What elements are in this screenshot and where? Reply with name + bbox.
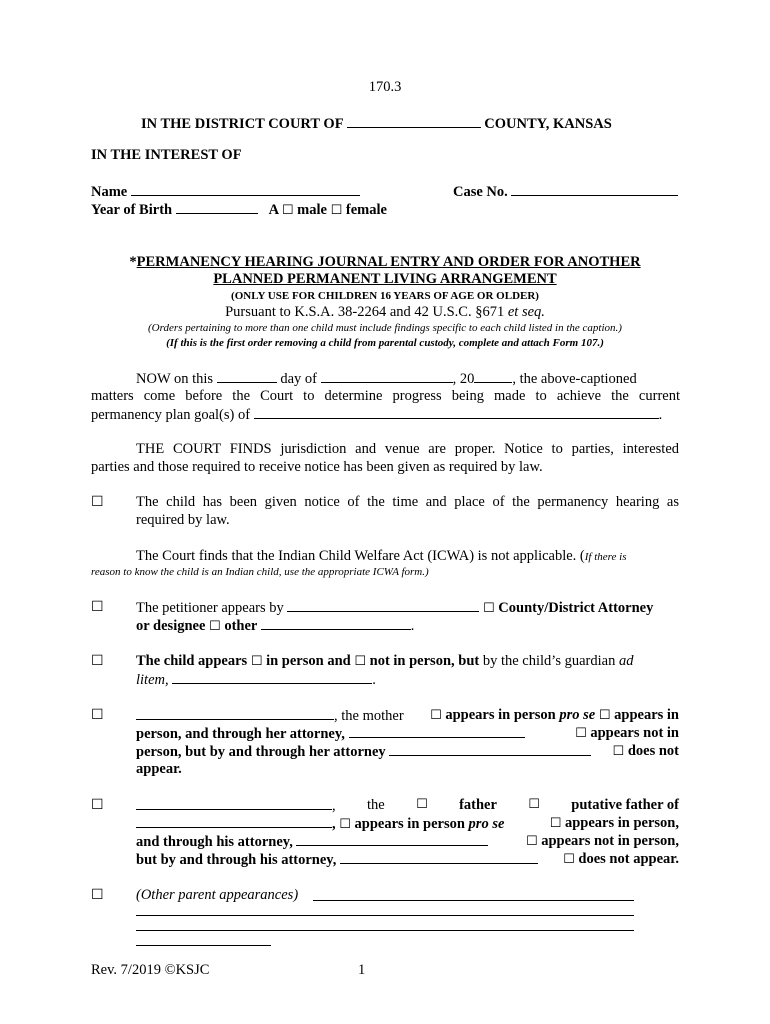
year-field[interactable] xyxy=(474,370,512,383)
appears-not-in-person-text: appears not in person, xyxy=(541,833,679,849)
through-his-text: and through his attorney, xyxy=(136,834,293,850)
other-checkbox[interactable]: ☐ xyxy=(209,619,221,634)
finds-line2: parties and those required to receive notice has been given as required by law. xyxy=(91,459,543,475)
father-does-not-appear-checkbox[interactable]: ☐ xyxy=(563,852,575,867)
father-line1: , the ☐ father ☐ putative father of xyxy=(136,797,679,815)
name-label: Name xyxy=(91,184,128,200)
petitioner-field[interactable] xyxy=(287,599,479,612)
female-checkbox[interactable]: ☐ xyxy=(330,203,343,218)
now-line xyxy=(136,370,637,388)
yob-label: Year of Birth xyxy=(91,202,173,218)
ad-text: ad xyxy=(618,653,634,669)
mother-line1 xyxy=(136,707,679,725)
court-caption xyxy=(141,115,612,133)
court-prefix: IN THE DISTRICT COURT OF xyxy=(141,116,344,132)
male-label: male xyxy=(297,202,327,218)
name-field[interactable] xyxy=(131,183,360,196)
child-line2: litem, . xyxy=(136,672,376,688)
gal-field[interactable] xyxy=(172,671,372,684)
title-asterisk: * xyxy=(129,254,137,270)
father-name-field[interactable] xyxy=(136,797,332,810)
pro-se-2-text: pro se xyxy=(468,816,505,832)
title-line3: (ONLY USE FOR CHILDREN 16 YEARS OF AGE OR OLDER) xyxy=(231,290,539,302)
mother-line4: appear. xyxy=(136,761,182,777)
father-line3 xyxy=(136,833,679,851)
year-prefix: , 20 xyxy=(452,371,475,387)
note-first-order: (If this is the first order removing a child from parental custody, complete and attach Form 107.) xyxy=(166,337,604,349)
male-checkbox[interactable]: ☐ xyxy=(281,203,294,218)
but-her-text: person, but by and through her attorney xyxy=(136,744,386,760)
other-parent-field-3[interactable] xyxy=(136,930,634,931)
case-number-field[interactable] xyxy=(511,183,678,196)
et-seq: et seq. xyxy=(507,304,545,320)
title-text-1: PERMANENCY HEARING JOURNAL ENTRY AND ORDER FOR ANOTHER xyxy=(136,254,641,270)
mother-through-attorney-checkbox[interactable]: ☐ xyxy=(598,708,611,723)
putative-father-checkbox[interactable]: ☐ xyxy=(528,797,540,812)
putative-father-text: putative father of xyxy=(571,797,679,813)
in-person-and-text: in person and xyxy=(266,653,351,669)
mother-line3 xyxy=(136,743,679,761)
child-name-field[interactable] xyxy=(136,815,332,828)
but-his-text: but by and through his attorney, xyxy=(136,852,337,868)
through-her-text: person, and through her attorney, xyxy=(136,726,345,742)
finds-line1: THE COURT FINDS jurisdiction and venue are proper. Notice to parties, interested xyxy=(136,441,679,457)
pursuant-line xyxy=(0,304,770,321)
form-number: 170.3 xyxy=(368,79,402,95)
does-not-appear-text: does not appear. xyxy=(578,851,679,867)
county-attorney-checkbox[interactable]: ☐ xyxy=(483,601,495,616)
other-parent-checkbox[interactable]: ☐ xyxy=(91,887,104,903)
child-checkbox[interactable]: ☐ xyxy=(91,653,104,669)
petitioner-checkbox[interactable]: ☐ xyxy=(91,599,104,615)
child-appears-text: The child appears xyxy=(136,653,248,669)
icwa-text: The Court finds that the Indian Child Welfare Act (ICWA) is not applicable. ( xyxy=(136,548,585,564)
month-field[interactable] xyxy=(321,370,453,383)
other-parent-field-1[interactable] xyxy=(313,900,634,901)
father-type-checkbox[interactable]: ☐ xyxy=(416,797,428,812)
yob-row xyxy=(91,201,387,219)
interest-of: IN THE INTEREST OF xyxy=(91,147,242,163)
petitioner-line1 xyxy=(136,599,653,617)
the-text: the xyxy=(366,797,385,813)
icwa-line1 xyxy=(136,548,627,565)
other-parent-field-2[interactable] xyxy=(136,915,634,916)
not-in-person-text: not in person, but xyxy=(369,653,480,669)
appears-in-person-3-text: appears in person, xyxy=(564,815,679,831)
petitioner-line2: or designee ☐ other . xyxy=(136,618,415,634)
a-label: A xyxy=(268,202,279,218)
appears-in-person-text: appears in person xyxy=(445,707,556,723)
title-line1 xyxy=(0,254,770,271)
day-of-text: day of xyxy=(280,371,317,387)
the-mother-text: , the mother xyxy=(334,708,404,724)
father-checkbox[interactable]: ☐ xyxy=(91,797,104,813)
mother-attorney-field[interactable] xyxy=(349,725,525,738)
mother-line2 xyxy=(136,725,679,743)
name-row xyxy=(91,183,360,201)
notice-checkbox[interactable]: ☐ xyxy=(91,494,104,510)
case-label: Case No. xyxy=(453,184,508,200)
above-text: , the above-captioned xyxy=(512,371,637,387)
child-not-in-person-checkbox[interactable]: ☐ xyxy=(354,654,366,669)
mother-attorney-field-2[interactable] xyxy=(389,743,591,756)
mother-name-field[interactable] xyxy=(136,707,334,720)
other-label: other xyxy=(224,618,258,634)
pursuant-text: Pursuant to K.S.A. 38-2264 and 42 U.S.C. §671 xyxy=(225,304,505,320)
appears-in-text: appears in xyxy=(614,707,679,723)
title-line2: PLANNED PERMANENT LIVING ARRANGEMENT xyxy=(213,271,557,287)
day-field[interactable] xyxy=(217,370,277,383)
child-in-person-checkbox[interactable]: ☐ xyxy=(250,654,263,669)
litem-text: litem, xyxy=(136,672,169,688)
other-parent-field-4[interactable] xyxy=(136,945,271,946)
child-line1 xyxy=(136,653,633,670)
other-parent-label: (Other parent appearances) xyxy=(136,887,299,903)
now-text: NOW on this xyxy=(136,371,214,387)
yob-field[interactable] xyxy=(176,201,258,214)
father-not-in-person-checkbox[interactable]: ☐ xyxy=(525,834,538,849)
note-orders: (Orders pertaining to more than one child must include findings specific to each child listed in the caption.) xyxy=(148,322,622,334)
female-label: female xyxy=(345,202,387,218)
page-number: 1 xyxy=(358,962,366,978)
plan-goal-text: permanency plan goal(s) of xyxy=(91,407,251,423)
father-attorney-field-2[interactable] xyxy=(340,851,538,864)
revision-label: Rev. 7/2019 ©KSJC xyxy=(91,962,210,978)
father-attorney-field[interactable] xyxy=(296,833,488,846)
father-through-attorney-checkbox[interactable]: ☐ xyxy=(549,816,562,831)
county-attorney-label: County/District Attorney xyxy=(498,600,654,616)
court-suffix: COUNTY, KANSAS xyxy=(484,116,612,132)
appears-in-person-2-text: appears in person xyxy=(354,816,465,832)
appears-not-in-text: appears not in xyxy=(590,725,679,741)
father-text: father xyxy=(459,797,497,813)
mother-checkbox[interactable]: ☐ xyxy=(91,707,104,723)
father-line4 xyxy=(136,851,679,869)
mother-not-in-person-checkbox[interactable]: ☐ xyxy=(575,726,587,741)
notice-line1: The child has been given notice of the time and place of the permanency hearing as xyxy=(136,494,679,510)
plan-goal-line: permanency plan goal(s) of . xyxy=(91,407,663,423)
other-field[interactable] xyxy=(261,617,411,630)
father-line2: , ☐ appears in person pro se ☐ appears in person, xyxy=(136,815,679,833)
does-not-text: does not xyxy=(627,743,679,759)
mother-in-person-checkbox[interactable]: ☐ xyxy=(430,708,442,723)
plan-goal-field[interactable] xyxy=(254,406,659,419)
father-in-person-checkbox[interactable]: ☐ xyxy=(339,817,351,832)
mother-does-not-appear-checkbox[interactable]: ☐ xyxy=(612,744,625,759)
petitioner-text: The petitioner appears by xyxy=(136,600,284,616)
icwa-italic: If there is xyxy=(584,551,627,563)
by-guardian-text: by the child’s guardian xyxy=(482,653,616,669)
case-row xyxy=(453,183,678,201)
icwa-line2: reason to know the child is an Indian child, use the appropriate ICWA form.) xyxy=(91,566,429,578)
county-field[interactable] xyxy=(347,115,481,128)
matters-line: matters come before the Court to determine progress being made to achieve the current xyxy=(91,388,680,404)
or-designee-label: or designee xyxy=(136,618,206,634)
notice-line2: required by law. xyxy=(136,512,230,528)
pro-se-text: pro se xyxy=(559,707,596,723)
